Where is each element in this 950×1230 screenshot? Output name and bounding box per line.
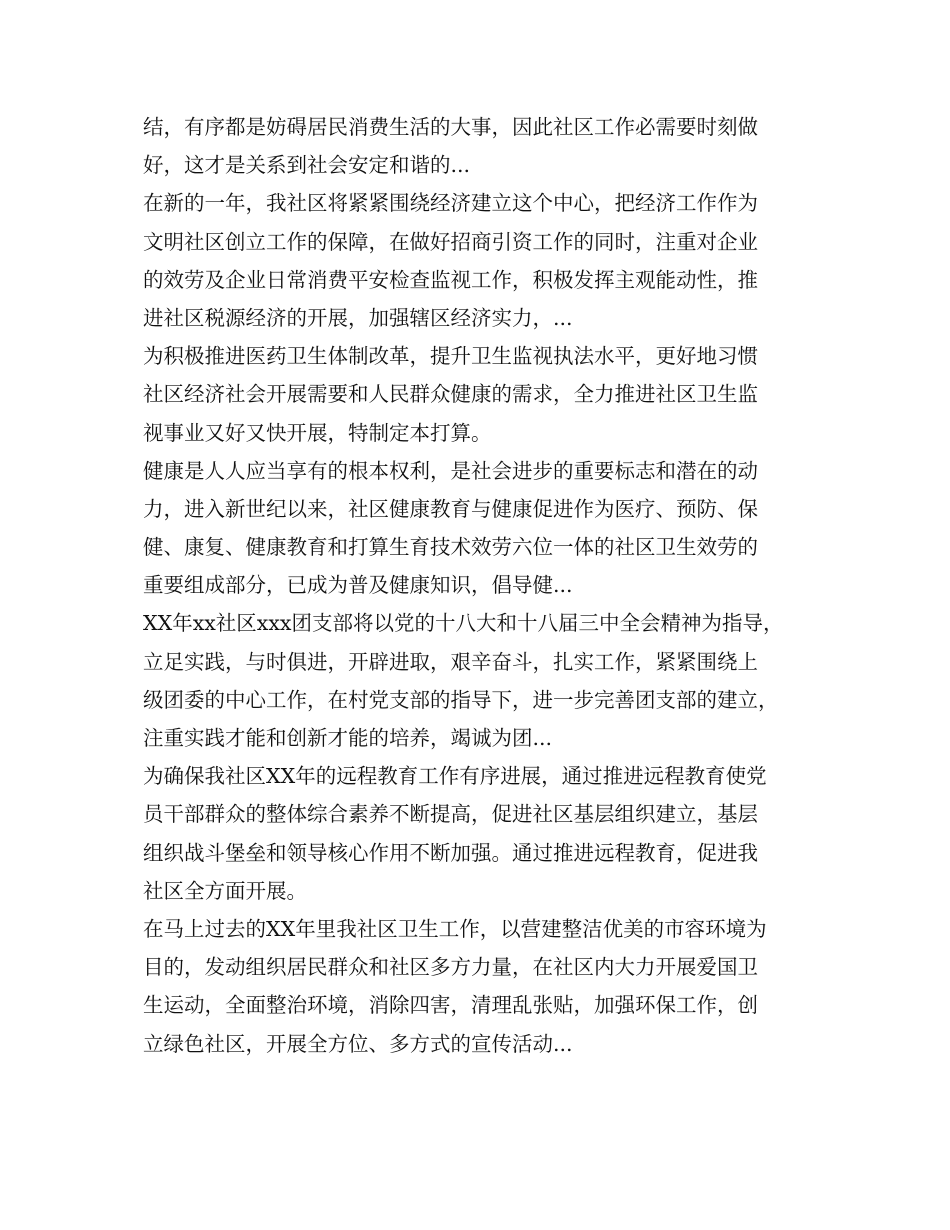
- text-line: 级团委的中心工作，在村党支部的指导下，进一步完善团支部的建立，: [143, 687, 779, 712]
- text-line: 的效劳及企业日常消费平安检查监视工作，积极发挥主观能动性，推: [143, 267, 758, 292]
- paragraph-7: [143, 910, 833, 1063]
- text-line: 好，这才是关系到社会安定和谐的...: [143, 153, 471, 178]
- text-line: 社区经济社会开展需要和人民群众健康的需求，全力推进社区卫生监: [143, 382, 758, 407]
- text-line: 组织战斗堡垒和领导核心作用不断加强。通过推进远程教育，促进我: [143, 840, 758, 865]
- text-line: 生运动，全面整治环境，消除四害，清理乱张贴，加强环保工作，创: [143, 993, 758, 1018]
- text-line: 在新的一年，我社区将紧紧围绕经济建立这个中心，把经济工作作为: [143, 191, 758, 216]
- text-line: 为积极推进医药卫生体制改革，提升卫生监视执法水平，更好地习惯: [143, 344, 758, 369]
- text-line: 立足实践，与时俱进，开辟进取，艰辛奋斗，扎实工作，紧紧围绕上: [143, 649, 758, 674]
- text-line: 进社区税源经济的开展，加强辖区经济实力，...: [143, 305, 573, 330]
- text-line: 健康是人人应当享有的根本权利，是社会进步的重要标志和潜在的动: [143, 458, 758, 483]
- text-line: 文明社区创立工作的保障，在做好招商引资工作的同时，注重对企业: [143, 229, 758, 254]
- text-line: 视事业又好又快开展，特制定本打算。: [143, 420, 492, 445]
- text-line: 结，有序都是妨碍居民消费生活的大事，因此社区工作必需要时刻做: [143, 115, 758, 139]
- text-line: 为确保我社区XX年的远程教育工作有序进展，通过推进远程教育使党: [143, 764, 767, 789]
- text-line: XX年xx社区xxx团支部将以党的十八大和十八届三中全会精神为指导，: [143, 611, 784, 636]
- text-line: 注重实践才能和创新才能的培养，竭诚为团...: [143, 726, 553, 750]
- paragraph-6: [143, 757, 833, 910]
- text-line: 重要组成部分，已成为普及健康知识，倡导健...: [143, 573, 573, 598]
- text-line: 目的，发动组织居民群众和社区多方力量，在社区内大力开展爱国卫: [143, 955, 758, 980]
- text-line: 立绿色社区，开展全方位、多方式的宣传活动...: [143, 1031, 573, 1056]
- paragraph-1: [143, 108, 833, 184]
- text-line: 在马上过去的XX年里我社区卫生工作，以营建整洁优美的市容环境为: [143, 916, 767, 941]
- paragraph-5: [143, 604, 833, 757]
- paragraph-2: [143, 184, 833, 337]
- text-line: 员干部群众的整体综合素养不断提高，促进社区基层组织建立，基层: [143, 802, 758, 827]
- document-body: [143, 108, 833, 1063]
- text-line: 社区全方面开展。: [143, 878, 307, 903]
- paragraph-4: [143, 452, 833, 605]
- text-line: 力，进入新世纪以来，社区健康教育与健康促进作为医疗、预防、保: [143, 496, 758, 521]
- paragraph-3: [143, 337, 833, 452]
- text-line: 健、康复、健康教育和打算生育技术效劳六位一体的社区卫生效劳的: [143, 535, 758, 560]
